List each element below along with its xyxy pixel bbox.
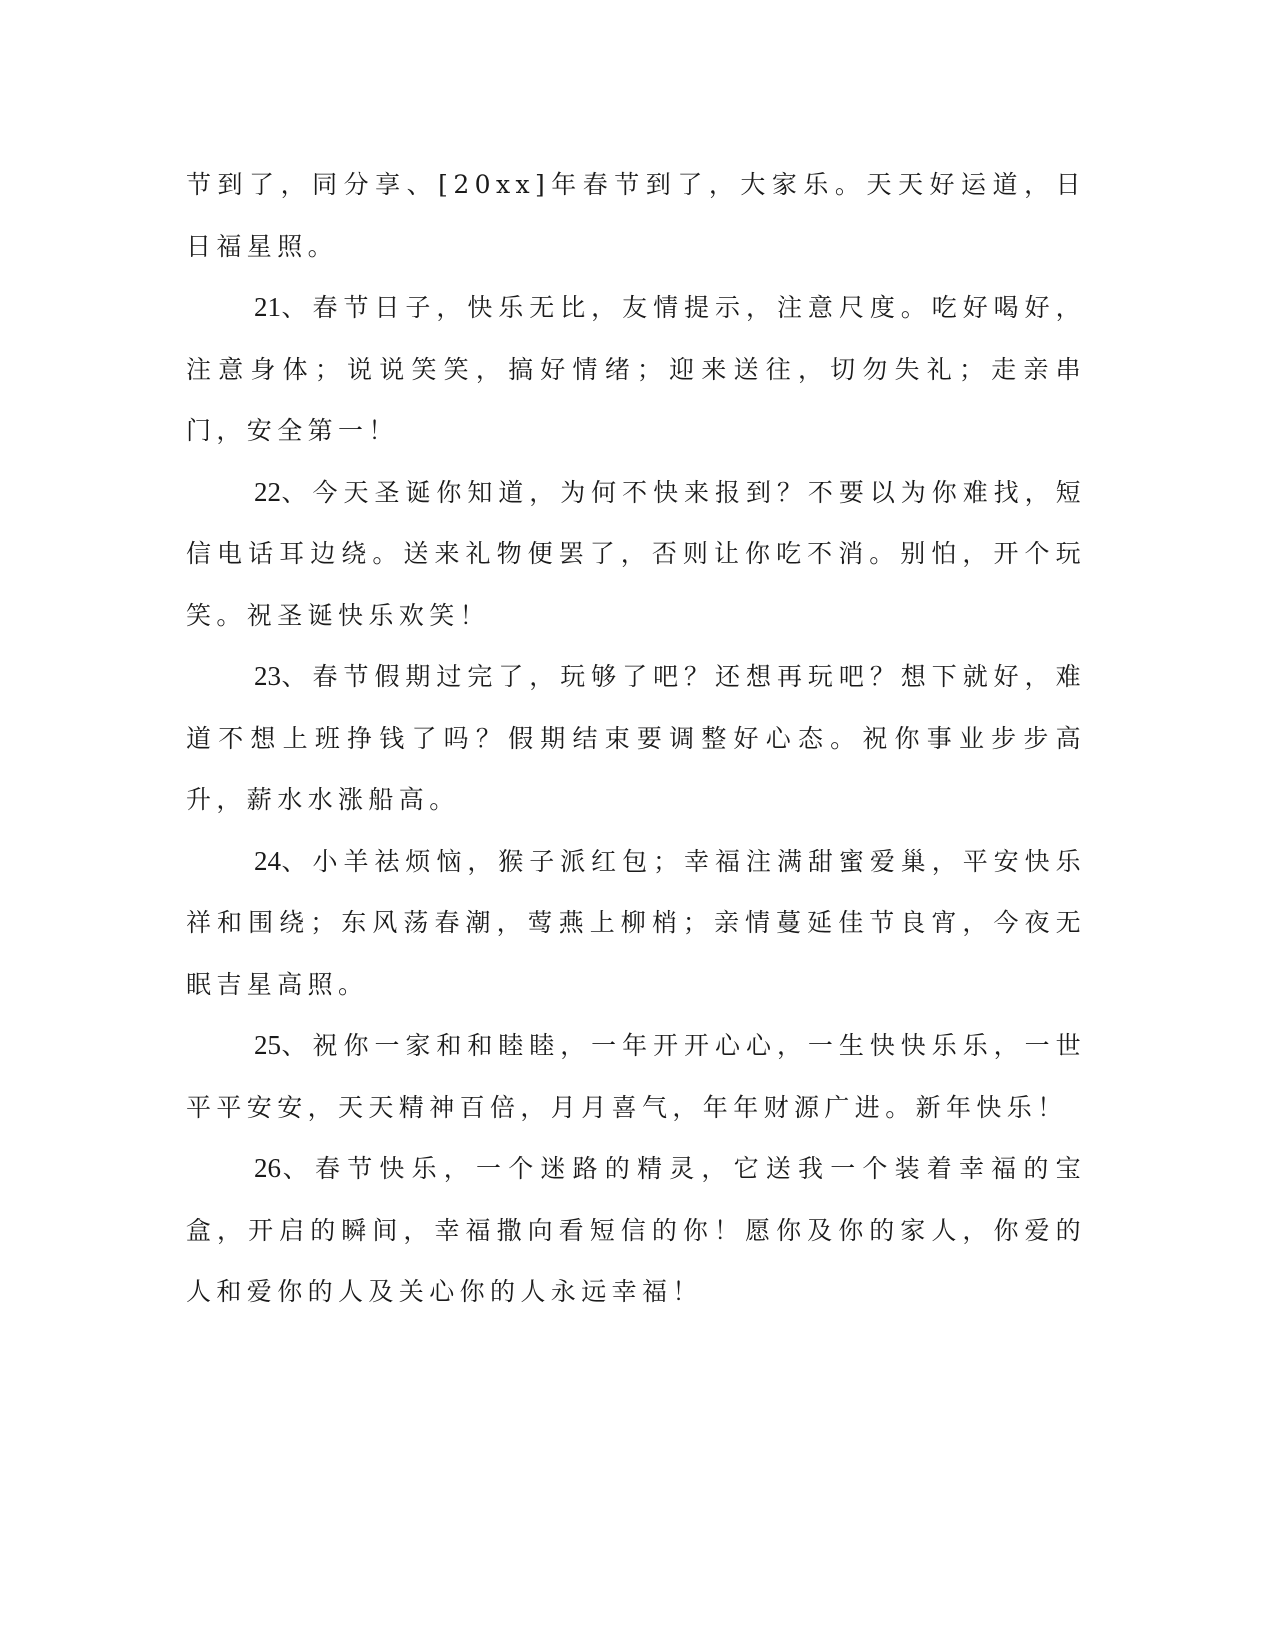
- paragraph-number: 25: [254, 1030, 281, 1060]
- document-body: [186, 154, 1086, 1323]
- paragraph-text: 节到了，同分享、[20xx]年春节到了，大家乐。天天好运道，日日福星照。: [186, 170, 1086, 261]
- paragraph-text: 、春节日子，快乐无比，友情提示，注意尺度。吃好喝好，注意身体；说说笑笑，搞好情绪；迎来送往，切勿失礼；走亲串门，安全第一！: [186, 293, 1086, 445]
- paragraph-text: 、祝你一家和和睦睦，一年开开心心，一生快快乐乐，一世平平安安，天天精神百倍，月月喜气，年年财源广进。新年快乐！: [186, 1031, 1086, 1122]
- paragraph-number: 23: [254, 661, 281, 691]
- paragraph-23: [186, 646, 1086, 831]
- paragraph-text: 、今天圣诞你知道，为何不快来报到？不要以为你难找，短信电话耳边绕。送来礼物便罢了，否则让你吃不消。别怕，开个玩笑。祝圣诞快乐欢笑！: [186, 477, 1086, 630]
- paragraph-25: [186, 1015, 1086, 1138]
- paragraph-text: 、春节假期过完了，玩够了吧？还想再玩吧？想下就好，难道不想上班挣钱了吗？假期结束要调整好心态。祝你事业步步高升，薪水水涨船高。: [186, 662, 1086, 814]
- paragraph-number: 24: [254, 845, 281, 876]
- paragraph-number: 22: [254, 476, 281, 507]
- paragraph-26: [186, 1138, 1086, 1323]
- paragraph-continuation: [186, 154, 1086, 277]
- paragraph-22: [186, 462, 1086, 647]
- paragraph-24: [186, 831, 1086, 1016]
- paragraph-text: 、小羊祛烦恼，猴子派红包；幸福注满甜蜜爱巢，平安快乐祥和围绕；东风荡春潮，莺燕上柳梢；亲情蔓延佳节良宵，今夜无眠吉星高照。: [186, 846, 1086, 999]
- paragraph-number: 21: [254, 292, 281, 322]
- paragraph-21: [186, 277, 1086, 462]
- paragraph-number: 26: [254, 1153, 281, 1183]
- paragraph-text: 、春节快乐，一个迷路的精灵，它送我一个装着幸福的宝盒，开启的瞬间，幸福撒向看短信的你！愿你及你的家人，你爱的人和爱你的人及关心你的人永远幸福！: [186, 1154, 1086, 1306]
